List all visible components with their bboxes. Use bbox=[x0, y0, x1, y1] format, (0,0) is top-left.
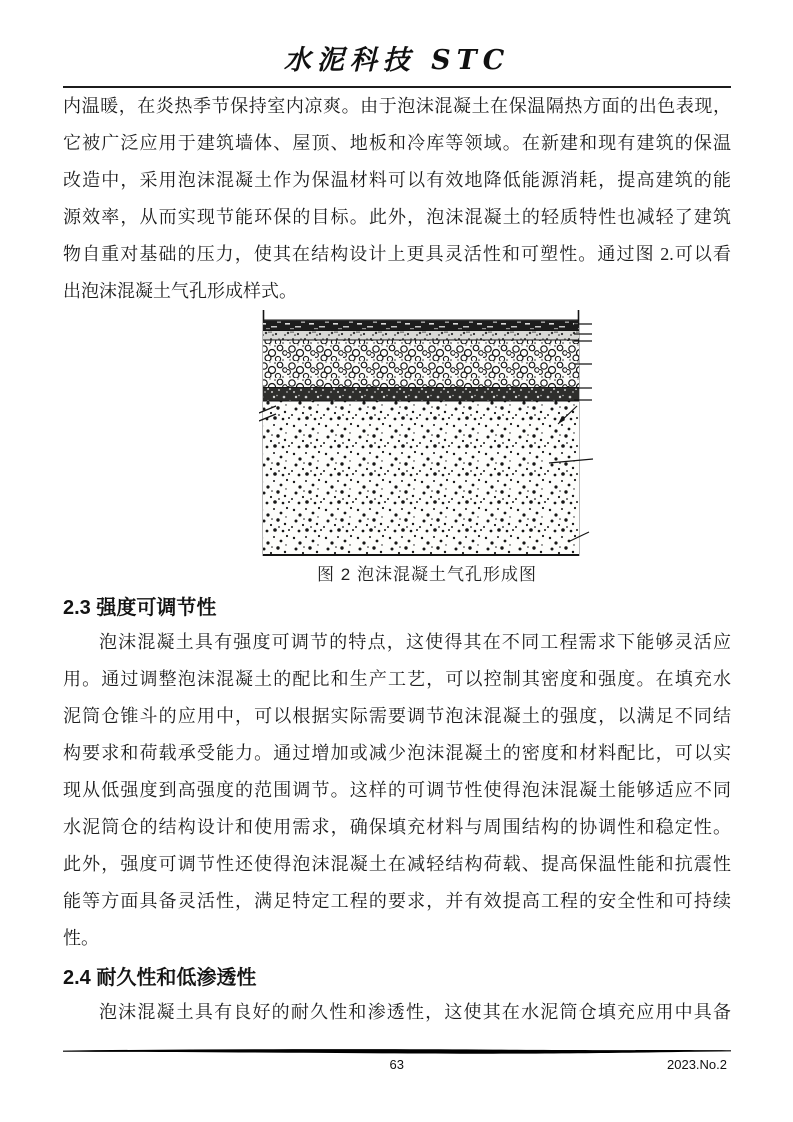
text-line: 物自重对基础的压力，使其在结构设计上更具灵活性和可塑性。通过图 2.可以看 bbox=[63, 244, 731, 264]
intro-paragraph bbox=[63, 88, 731, 310]
section-heading-2-3: 2.3 强度可调节性 bbox=[63, 597, 217, 619]
section-heading-2-4: 2.4 耐久性和低渗透性 bbox=[63, 967, 257, 989]
text-line: 改造中，采用泡沫混凝土作为保温材料可以有效地降低能源消耗，提高建筑的能 bbox=[63, 170, 731, 190]
foam-concrete-layer-diagram bbox=[259, 310, 595, 558]
page-footer bbox=[63, 1048, 731, 1073]
text-line: 它被广泛应用于建筑墙体、屋顶、地板和冷库等领域。在新建和现有建筑的保温 bbox=[63, 133, 731, 153]
footer-rule bbox=[63, 1048, 731, 1055]
text-line: 性。 bbox=[63, 928, 99, 948]
journal-title: 水泥科技 STC bbox=[283, 45, 511, 76]
text-line: 构要求和荷载承受能力。通过增加或减少泡沫混凝土的密度和材料配比，可以实 bbox=[63, 743, 731, 763]
page-header bbox=[63, 0, 731, 78]
issue-number: 2023.No.2 bbox=[667, 1057, 727, 1072]
footer-row bbox=[63, 1057, 731, 1073]
text-line: 内温暖，在炎热季节保持室内凉爽。由于泡沫混凝土在保温隔热方面的出色表现， bbox=[63, 96, 731, 116]
figure-foam-concrete-pores bbox=[259, 310, 595, 586]
text-line: 泡沫混凝土具有强度可调节的特点，这使得其在不同工程需求下能够灵活应 bbox=[99, 632, 731, 652]
text-line: 能等方面具备灵活性，满足特定工程的要求，并有效提高工程的安全性和可持续 bbox=[63, 891, 731, 911]
page-number: 63 bbox=[389, 1057, 404, 1072]
text-line: 泥筒仓锥斗的应用中，可以根据实际需要调节泡沫混凝土的强度，以满足不同结 bbox=[63, 706, 731, 726]
section-2-3-paragraph bbox=[63, 624, 731, 957]
text-line: 用。通过调整泡沫混凝土的配比和生产工艺，可以控制其密度和强度。在填充水 bbox=[63, 669, 731, 689]
text-line: 泡沫混凝土具有良好的耐久性和渗透性，这使其在水泥筒仓填充应用中具备 bbox=[99, 1002, 731, 1022]
text-line: 源效率，从而实现节能环保的目标。此外，泡沫混凝土的轻质特性也减轻了建筑 bbox=[63, 207, 731, 227]
text-line: 水泥筒仓的结构设计和使用需求，确保填充材料与周围结构的协调性和稳定性。 bbox=[63, 817, 731, 837]
text-line: 出泡沫混凝土气孔形成样式。 bbox=[63, 281, 297, 301]
section-2-4-paragraph bbox=[63, 994, 731, 1031]
text-line: 此外，强度可调节性还使得泡沫混凝土在减轻结构荷载、提高保温性能和抗震性 bbox=[63, 854, 731, 874]
figure-caption: 图 2 泡沫混凝土气孔形成图 bbox=[317, 565, 537, 584]
text-line: 现从低强度到高强度的范围调节。这样的可调节性使得泡沫混凝土能够适应不同 bbox=[63, 780, 731, 800]
